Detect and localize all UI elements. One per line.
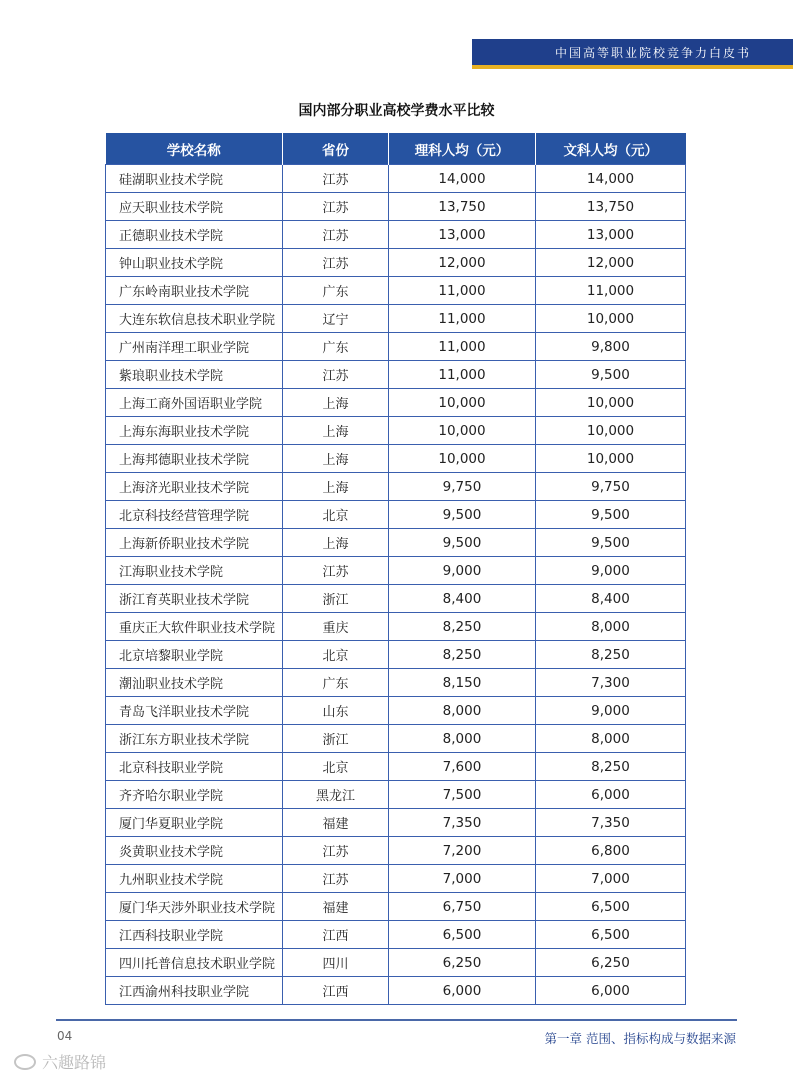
table-row (106, 837, 686, 865)
science-fee-cell: 8,000 (389, 725, 536, 753)
arts-fee-cell: 12,000 (536, 249, 686, 277)
school-name-cell: 上海新侨职业技术学院 (106, 529, 283, 557)
school-name-cell: 紫琅职业技术学院 (106, 361, 283, 389)
science-fee-cell: 13,000 (389, 221, 536, 249)
science-fee-cell: 6,250 (389, 949, 536, 977)
table-body (106, 165, 686, 1005)
province-cell: 上海 (283, 473, 389, 501)
column-header-science-fee: 理科人均（元） (389, 133, 536, 165)
arts-fee-cell: 10,000 (536, 305, 686, 333)
school-name-cell: 厦门华夏职业学院 (106, 809, 283, 837)
arts-fee-cell: 6,000 (536, 977, 686, 1005)
arts-fee-cell: 8,000 (536, 613, 686, 641)
table-row (106, 781, 686, 809)
province-cell: 江苏 (283, 557, 389, 585)
province-cell: 山东 (283, 697, 389, 725)
school-name-cell: 九州职业技术学院 (106, 865, 283, 893)
table-row (106, 921, 686, 949)
province-cell: 重庆 (283, 613, 389, 641)
province-cell: 江苏 (283, 865, 389, 893)
arts-fee-cell: 6,800 (536, 837, 686, 865)
school-name-cell: 硅湖职业技术学院 (106, 165, 283, 193)
arts-fee-cell: 7,000 (536, 865, 686, 893)
table-row (106, 865, 686, 893)
science-fee-cell: 9,000 (389, 557, 536, 585)
table-row (106, 389, 686, 417)
province-cell: 四川 (283, 949, 389, 977)
arts-fee-cell: 8,250 (536, 641, 686, 669)
arts-fee-cell: 8,400 (536, 585, 686, 613)
header-bar (472, 39, 793, 69)
school-name-cell: 上海工商外国语职业学院 (106, 389, 283, 417)
science-fee-cell: 9,500 (389, 501, 536, 529)
tuition-table (105, 133, 686, 1005)
school-name-cell: 浙江育英职业技术学院 (106, 585, 283, 613)
school-name-cell: 江西科技职业学院 (106, 921, 283, 949)
arts-fee-cell: 9,500 (536, 529, 686, 557)
school-name-cell: 钟山职业技术学院 (106, 249, 283, 277)
science-fee-cell: 9,750 (389, 473, 536, 501)
school-name-cell: 上海东海职业技术学院 (106, 417, 283, 445)
table-row (106, 697, 686, 725)
table-header-row (106, 133, 686, 165)
school-name-cell: 青岛飞洋职业技术学院 (106, 697, 283, 725)
table-row (106, 753, 686, 781)
table-row (106, 949, 686, 977)
province-cell: 江苏 (283, 165, 389, 193)
school-name-cell: 潮汕职业技术学院 (106, 669, 283, 697)
science-fee-cell: 10,000 (389, 389, 536, 417)
arts-fee-cell: 9,800 (536, 333, 686, 361)
school-name-cell: 上海邦德职业技术学院 (106, 445, 283, 473)
table-row (106, 249, 686, 277)
science-fee-cell: 7,600 (389, 753, 536, 781)
province-cell: 黑龙江 (283, 781, 389, 809)
science-fee-cell: 11,000 (389, 277, 536, 305)
arts-fee-cell: 9,000 (536, 697, 686, 725)
arts-fee-cell: 9,000 (536, 557, 686, 585)
school-name-cell: 北京科技经营管理学院 (106, 501, 283, 529)
science-fee-cell: 7,000 (389, 865, 536, 893)
school-name-cell: 炎黄职业技术学院 (106, 837, 283, 865)
column-header-arts-fee: 文科人均（元） (536, 133, 686, 165)
school-name-cell: 应天职业技术学院 (106, 193, 283, 221)
school-name-cell: 齐齐哈尔职业学院 (106, 781, 283, 809)
arts-fee-cell: 6,500 (536, 893, 686, 921)
province-cell: 江苏 (283, 249, 389, 277)
school-name-cell: 上海济光职业技术学院 (106, 473, 283, 501)
table-row (106, 361, 686, 389)
province-cell: 江苏 (283, 193, 389, 221)
province-cell: 浙江 (283, 585, 389, 613)
header-title: 中国高等职业院校竞争力白皮书 (554, 45, 751, 60)
arts-fee-cell: 11,000 (536, 277, 686, 305)
science-fee-cell: 6,750 (389, 893, 536, 921)
school-name-cell: 北京科技职业学院 (106, 753, 283, 781)
province-cell: 上海 (283, 445, 389, 473)
province-cell: 上海 (283, 417, 389, 445)
arts-fee-cell: 10,000 (536, 389, 686, 417)
province-cell: 江苏 (283, 837, 389, 865)
science-fee-cell: 12,000 (389, 249, 536, 277)
arts-fee-cell: 13,750 (536, 193, 686, 221)
table-row (106, 557, 686, 585)
arts-fee-cell: 7,350 (536, 809, 686, 837)
province-cell: 上海 (283, 529, 389, 557)
school-name-cell: 广东岭南职业技术学院 (106, 277, 283, 305)
province-cell: 江西 (283, 921, 389, 949)
arts-fee-cell: 6,000 (536, 781, 686, 809)
school-name-cell: 江西渝州科技职业学院 (106, 977, 283, 1005)
table-row (106, 165, 686, 193)
province-cell: 北京 (283, 641, 389, 669)
science-fee-cell: 7,200 (389, 837, 536, 865)
science-fee-cell: 14,000 (389, 165, 536, 193)
arts-fee-cell: 13,000 (536, 221, 686, 249)
table-row (106, 641, 686, 669)
table-row (106, 305, 686, 333)
province-cell: 上海 (283, 389, 389, 417)
province-cell: 北京 (283, 753, 389, 781)
school-name-cell: 重庆正大软件职业技术学院 (106, 613, 283, 641)
table-row (106, 809, 686, 837)
arts-fee-cell: 6,500 (536, 921, 686, 949)
province-cell: 福建 (283, 809, 389, 837)
province-cell: 福建 (283, 893, 389, 921)
watermark (14, 1050, 106, 1073)
province-cell: 江苏 (283, 221, 389, 249)
table-row (106, 473, 686, 501)
footer-divider (56, 1019, 737, 1021)
table-row (106, 977, 686, 1005)
arts-fee-cell: 10,000 (536, 445, 686, 473)
science-fee-cell: 6,000 (389, 977, 536, 1005)
arts-fee-cell: 8,000 (536, 725, 686, 753)
science-fee-cell: 8,000 (389, 697, 536, 725)
watermark-logo-icon (14, 1054, 36, 1070)
science-fee-cell: 7,350 (389, 809, 536, 837)
column-header-province: 省份 (283, 133, 389, 165)
table-row (106, 669, 686, 697)
page-number: 04 (57, 1029, 73, 1043)
science-fee-cell: 8,250 (389, 613, 536, 641)
arts-fee-cell: 7,300 (536, 669, 686, 697)
science-fee-cell: 11,000 (389, 361, 536, 389)
province-cell: 浙江 (283, 725, 389, 753)
science-fee-cell: 7,500 (389, 781, 536, 809)
science-fee-cell: 6,500 (389, 921, 536, 949)
school-name-cell: 浙江东方职业技术学院 (106, 725, 283, 753)
school-name-cell: 江海职业技术学院 (106, 557, 283, 585)
table-row (106, 277, 686, 305)
province-cell: 北京 (283, 501, 389, 529)
table-row (106, 585, 686, 613)
arts-fee-cell: 14,000 (536, 165, 686, 193)
province-cell: 广东 (283, 669, 389, 697)
arts-fee-cell: 9,500 (536, 501, 686, 529)
science-fee-cell: 11,000 (389, 333, 536, 361)
school-name-cell: 广州南洋理工职业学院 (106, 333, 283, 361)
table-row (106, 417, 686, 445)
arts-fee-cell: 9,500 (536, 361, 686, 389)
page-title: 国内部分职业高校学费水平比较 (298, 103, 495, 119)
science-fee-cell: 13,750 (389, 193, 536, 221)
science-fee-cell: 10,000 (389, 445, 536, 473)
school-name-cell: 四川托普信息技术职业学院 (106, 949, 283, 977)
province-cell: 江西 (283, 977, 389, 1005)
school-name-cell: 大连东软信息技术职业学院 (106, 305, 283, 333)
science-fee-cell: 9,500 (389, 529, 536, 557)
table-row (106, 221, 686, 249)
science-fee-cell: 11,000 (389, 305, 536, 333)
school-name-cell: 正德职业技术学院 (106, 221, 283, 249)
science-fee-cell: 10,000 (389, 417, 536, 445)
science-fee-cell: 8,150 (389, 669, 536, 697)
table-row (106, 193, 686, 221)
school-name-cell: 厦门华天涉外职业技术学院 (106, 893, 283, 921)
province-cell: 广东 (283, 333, 389, 361)
province-cell: 辽宁 (283, 305, 389, 333)
arts-fee-cell: 8,250 (536, 753, 686, 781)
column-header-school: 学校名称 (106, 133, 283, 165)
science-fee-cell: 8,400 (389, 585, 536, 613)
table-row (106, 501, 686, 529)
table-row (106, 893, 686, 921)
chapter-title: 第一章 范围、指标构成与数据来源 (544, 1031, 736, 1046)
table-row (106, 529, 686, 557)
arts-fee-cell: 9,750 (536, 473, 686, 501)
arts-fee-cell: 10,000 (536, 417, 686, 445)
arts-fee-cell: 6,250 (536, 949, 686, 977)
science-fee-cell: 8,250 (389, 641, 536, 669)
watermark-text: 六趣路锦 (42, 1053, 107, 1072)
table-row (106, 445, 686, 473)
table-row (106, 333, 686, 361)
province-cell: 江苏 (283, 361, 389, 389)
province-cell: 广东 (283, 277, 389, 305)
school-name-cell: 北京培黎职业学院 (106, 641, 283, 669)
table-row (106, 613, 686, 641)
table-row (106, 725, 686, 753)
